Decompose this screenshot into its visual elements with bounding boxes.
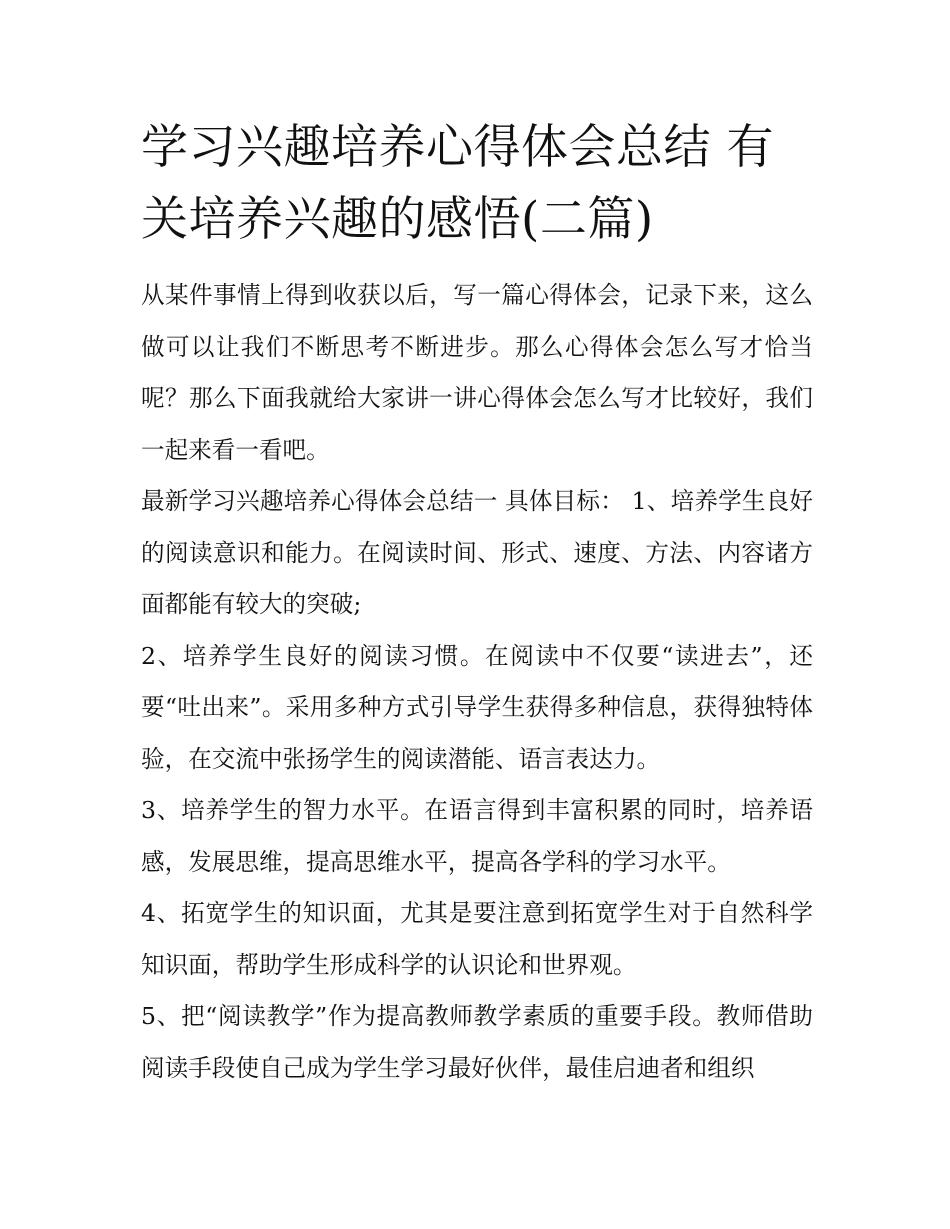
paragraph-goal-4: 4、拓宽学生的知识面，尤其是要注意到拓宽学生对于自然科学知识面，帮助学生形成科学的认识论和世界观。 <box>141 899 813 979</box>
paragraph-goal-5: 5、把“阅读教学”作为提高教师教学素质的重要手段。教师借助阅读手段使自己成为学生学习最好伙伴，最佳启迪者和组织 <box>141 1002 813 1082</box>
paragraph-goal-3: 3、培养学生的智力水平。在语言得到丰富积累的同时，培养语感，发展思维，提高思维水平，提高各学科的学习水平。 <box>141 796 813 876</box>
paragraph-goal-2: 2、培养学生良好的阅读习惯。在阅读中不仅要“读进去”，还要“吐出来”。采用多种方式引导学生获得多种信息，获得独特体验，在交流中张扬学生的阅读潜能、语言表达力。 <box>141 641 813 773</box>
document-title: 学习兴趣培养心得体会总结 有关培养兴趣的感悟(二篇) <box>141 120 774 247</box>
paragraph-goal-1: 最新学习兴趣培养心得体会总结一 具体目标： 1、培养学生良好的阅读意识和能力。在阅读时间、形式、速度、方法、内容诸方面都能有较大的突破; <box>141 487 813 618</box>
document-page <box>141 112 813 1094</box>
paragraph-intro: 从某件事情上得到收获以后，写一篇心得体会，记录下来，这么做可以让我们不断思考不断进步。那么心得体会怎么写才恰当呢？那么下面我就给大家讲一讲心得体会怎么写才比较好，我们一起来看一看吧。 <box>141 281 813 464</box>
